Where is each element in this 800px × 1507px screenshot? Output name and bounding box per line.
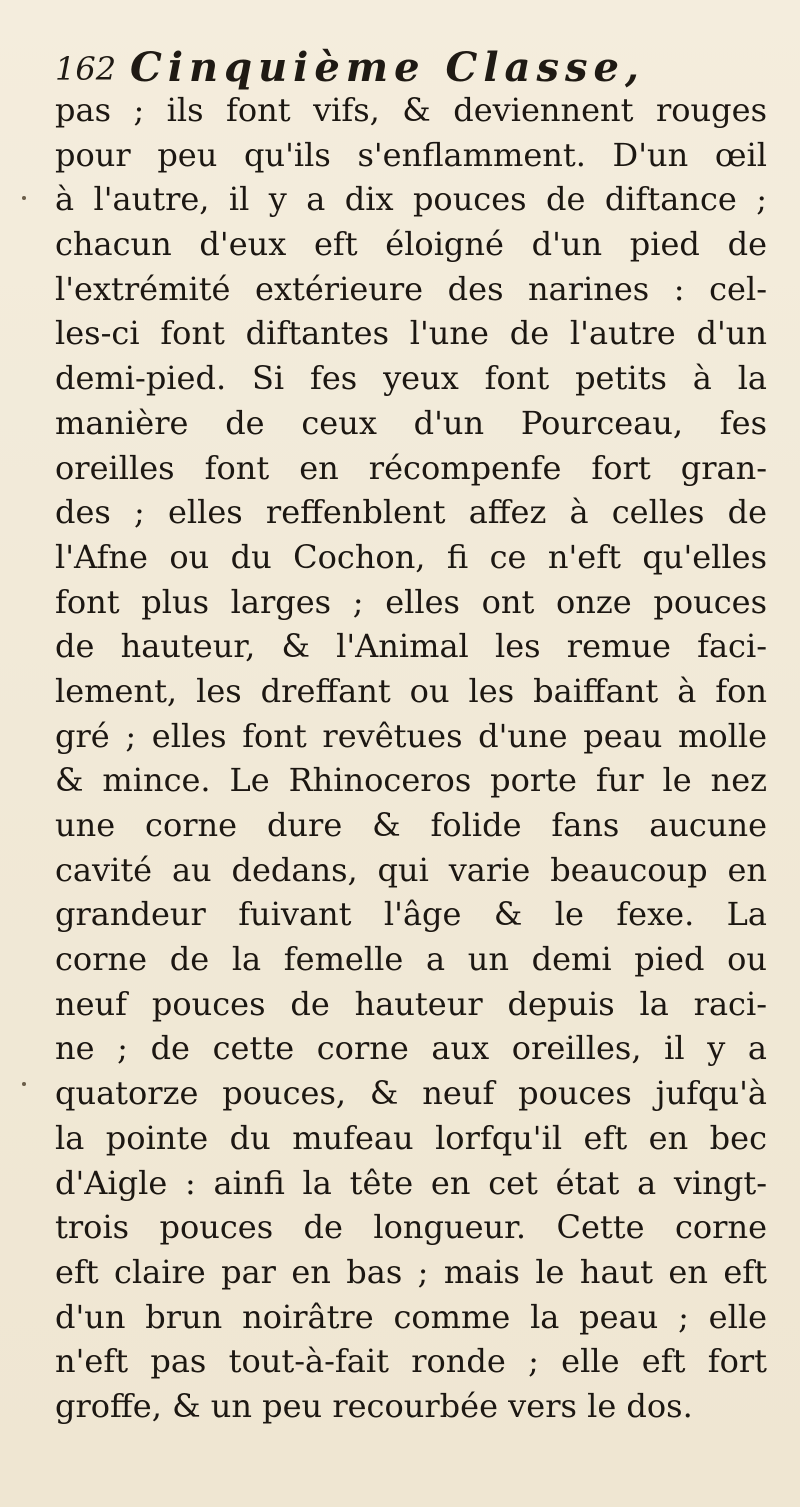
text-line: lement, les dreffant ou les baiffant à fon [55, 671, 767, 710]
text-line: une corne dure & folide fans aucune [55, 806, 767, 844]
margin-speck [22, 1082, 26, 1086]
text-line: pour peu qu'ils s'enflamment. D'un œil [55, 135, 767, 174]
text-line: cavité au dedans, qui varie beaucoup en [55, 850, 767, 889]
margin-speck [22, 196, 26, 200]
text-line: les-ci font diftantes l'une de l'autre d'un [55, 314, 767, 353]
text-line: d'un brun noirâtre comme la peau ; elle [55, 1297, 767, 1336]
text-line: de hauteur, & l'Animal les remue faci- [55, 627, 767, 666]
text-line: eft claire par en bas ; mais le haut en eft [55, 1252, 767, 1291]
text-line: quatorze pouces, & neuf pouces jufqu'à [55, 1074, 767, 1113]
text-line: manière de ceux d'un Pourceau, fes [55, 403, 767, 442]
text-line: groffe, & un peu recourbée vers le dos. [55, 1386, 693, 1425]
text-line: des ; elles reffenblent affez à celles de [55, 493, 767, 532]
text-line: l'extrémité extérieure des narines : cel- [55, 269, 767, 308]
text-line: demi-pied. Si fes yeux font petits à la [55, 359, 767, 398]
text-line: chacun d'eux eft éloigné d'un pied de [55, 225, 767, 264]
text-line: pas ; ils font vifs, & deviennent rouges [55, 91, 767, 129]
text-line: grandeur fuivant l'âge & le fexe. La [55, 895, 767, 934]
text-line: neuf pouces de hauteur depuis la raci- [55, 984, 767, 1023]
body-text [55, 88, 767, 1429]
page-number: 162 [55, 50, 117, 88]
running-head: Cinquième Classe, [130, 44, 645, 91]
text-line: à l'autre, il y a dix pouces de diftance ; [55, 180, 767, 219]
text-line: oreilles font en récompenfe fort gran- [55, 448, 767, 487]
text-line: la pointe du mufeau lorfqu'il eft en bec [55, 1118, 767, 1157]
text-line: trois pouces de longueur. Cette corne [55, 1208, 767, 1247]
text-line: & mince. Le Rhinoceros porte fur le nez [55, 761, 767, 800]
text-line: n'eft pas tout-à-fait ronde ; elle eft fort [55, 1342, 767, 1381]
text-line: d'Aigle : ainfi la tête en cet état a vingt- [55, 1163, 767, 1202]
text-line: corne de la femelle a un demi pied ou [55, 940, 767, 979]
text-line: l'Afne ou du Cochon, fi ce n'eft qu'elles [55, 537, 767, 576]
text-line: ne ; de cette corne aux oreilles, il y a [55, 1029, 767, 1068]
text-line: font plus larges ; elles ont onze pouces [55, 582, 767, 621]
text-line: gré ; elles font revêtues d'une peau molle [55, 716, 767, 755]
